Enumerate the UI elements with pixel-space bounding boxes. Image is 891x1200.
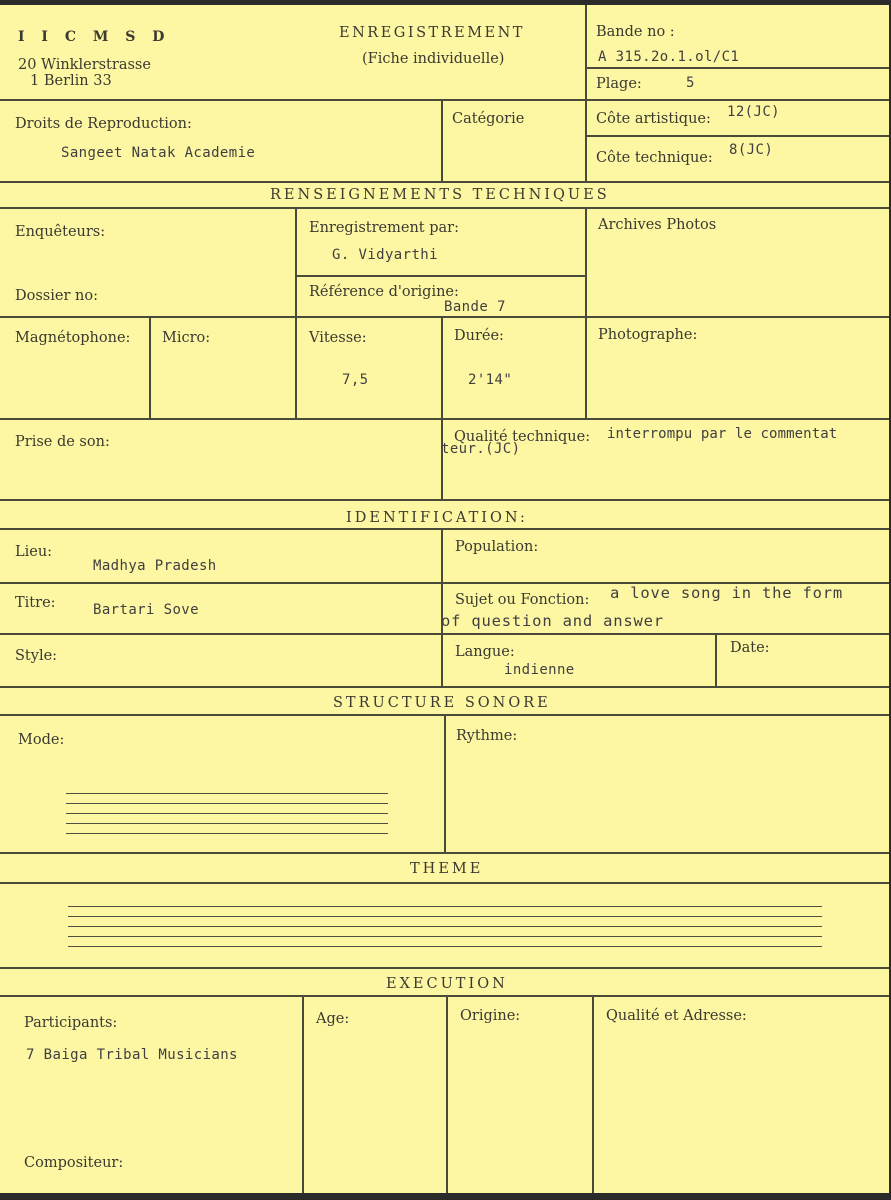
enregistrement-par-value: G. Vidyarthi (332, 247, 438, 263)
categorie-label: Catégorie (452, 111, 525, 127)
section-identification: IDENTIFICATION: (346, 510, 528, 526)
enregistrement-par-label: Enregistrement par: (309, 220, 459, 236)
rule (302, 995, 304, 1193)
section-theme: THEME (410, 861, 484, 877)
card-subtitle: (Fiche individuelle) (362, 51, 505, 67)
rythme-label: Rythme: (456, 728, 518, 744)
rule (295, 275, 585, 277)
magnetophone-label: Magnétophone: (15, 330, 131, 346)
lieu-value: Madhya Pradesh (93, 558, 217, 574)
reference-value: Bande 7 (444, 299, 506, 315)
compositeur-label: Compositeur: (24, 1155, 124, 1171)
rule (0, 499, 889, 501)
langue-value: indienne (504, 662, 575, 678)
rule (441, 316, 443, 499)
writing-line (68, 916, 822, 917)
rule (585, 207, 587, 418)
droits-label: Droits de Reproduction: (15, 116, 192, 132)
writing-line (66, 793, 388, 794)
cote-technique-value: 8(JC) (729, 142, 774, 158)
rule (715, 633, 717, 686)
rule (446, 995, 448, 1193)
section-structure-sonore: STRUCTURE SONORE (333, 695, 551, 711)
rule (0, 852, 889, 854)
writing-line (68, 926, 822, 927)
plage-value: 5 (686, 75, 695, 91)
sujet-value-2: of question and answer (441, 612, 664, 630)
rule (585, 67, 889, 69)
writing-line (66, 833, 388, 834)
rule (0, 528, 889, 530)
rule (149, 316, 151, 418)
vitesse-label: Vitesse: (309, 330, 367, 346)
titre-label: Titre: (15, 595, 56, 611)
mode-label: Mode: (18, 732, 65, 748)
rule (592, 995, 594, 1193)
cote-artistique-label: Côte artistique: (596, 111, 711, 127)
rule (0, 181, 889, 183)
sujet-value-1: a love song in the form (610, 584, 844, 602)
plage-label: Plage: (596, 76, 642, 92)
writing-line (66, 813, 388, 814)
rule (295, 207, 297, 418)
address-line-2: 1 Berlin 33 (30, 73, 112, 89)
rule (441, 99, 443, 181)
rule (0, 418, 889, 420)
droits-value: Sangeet Natak Academie (61, 145, 256, 161)
prise-de-son-label: Prise de son: (15, 434, 110, 450)
address-line-1: 20 Winklerstrasse (18, 57, 151, 73)
rule (0, 686, 889, 688)
qualite-adresse-label: Qualité et Adresse: (606, 1008, 747, 1024)
origine-label: Origine: (460, 1008, 521, 1024)
writing-line (66, 803, 388, 804)
archives-photos-label: Archives Photos (598, 217, 717, 233)
card-title: ENREGISTREMENT (339, 25, 525, 41)
rule (0, 882, 889, 884)
participants-value: 7 Baiga Tribal Musicians (26, 1047, 238, 1063)
population-label: Population: (455, 539, 539, 555)
qualite-technique-label: Qualité technique: (454, 429, 591, 445)
bande-value: A 315.2o.1.ol/C1 (598, 49, 740, 65)
age-label: Age: (316, 1011, 350, 1027)
duree-label: Durée: (454, 328, 504, 344)
section-execution: EXECUTION (386, 976, 508, 992)
section-renseignements-techniques: RENSEIGNEMENTS TECHNIQUES (270, 187, 610, 203)
rule (0, 207, 889, 209)
qualite-technique-value-2: teur.(JC) (441, 441, 521, 457)
cote-artistique-value: 12(JC) (727, 104, 780, 120)
date-label: Date: (730, 640, 770, 656)
index-card (0, 5, 889, 1193)
org-logo: I I C M S D (18, 29, 171, 45)
langue-label: Langue: (455, 644, 515, 660)
participants-label: Participants: (24, 1015, 118, 1031)
sujet-label: Sujet ou Fonction: (455, 592, 590, 608)
writing-line (68, 946, 822, 947)
duree-value: 2'14" (468, 372, 513, 388)
rule (0, 995, 889, 997)
rule (0, 316, 889, 318)
writing-line (68, 936, 822, 937)
rule (585, 5, 587, 181)
qualite-technique-value-1: interrompu par le commentat (607, 426, 838, 442)
writing-line (66, 823, 388, 824)
bande-label: Bande no : (596, 24, 675, 40)
rule (0, 99, 889, 101)
rule (444, 714, 446, 852)
lieu-label: Lieu: (15, 544, 53, 560)
style-label: Style: (15, 648, 58, 664)
rule (441, 528, 443, 686)
titre-value: Bartari Sove (93, 602, 199, 618)
photographe-label: Photographe: (598, 327, 698, 343)
rule (0, 967, 889, 969)
micro-label: Micro: (162, 330, 211, 346)
rule (0, 633, 889, 635)
enqueteurs-label: Enquêteurs: (15, 224, 106, 240)
dossier-label: Dossier no: (15, 288, 98, 304)
cote-technique-label: Côte technique: (596, 150, 713, 166)
reference-label: Référence d'origine: (309, 284, 459, 300)
vitesse-value: 7,5 (342, 372, 369, 388)
rule (585, 135, 889, 137)
writing-line (68, 906, 822, 907)
